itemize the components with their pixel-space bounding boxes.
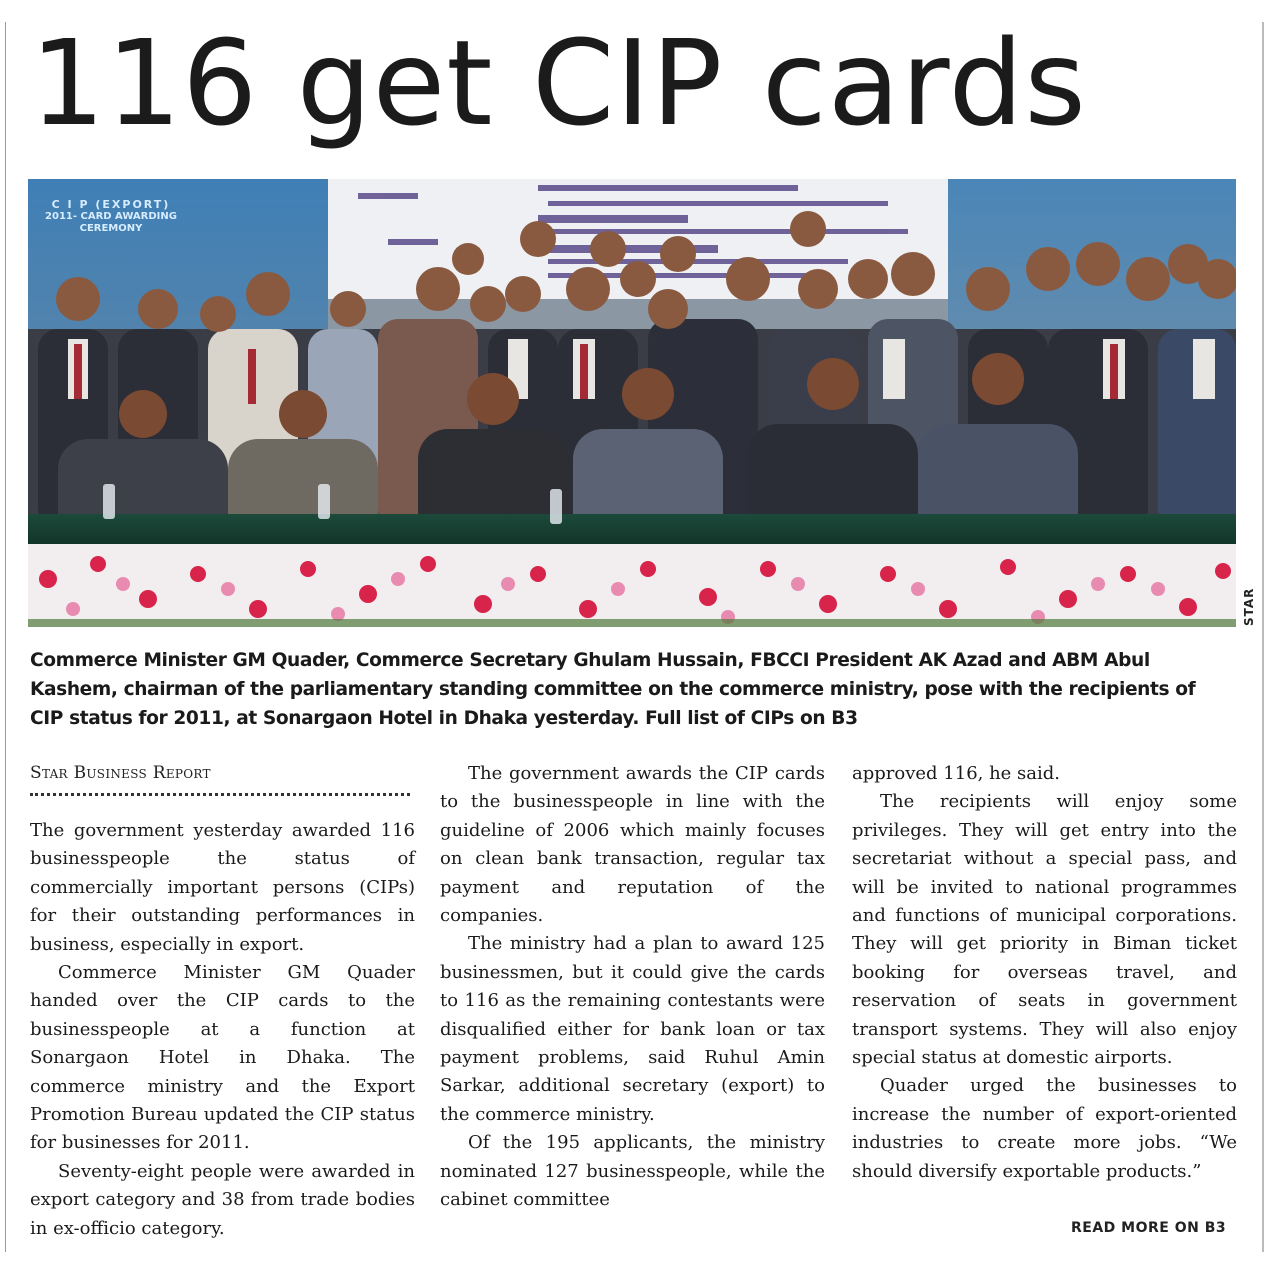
banner-line-2: 2011- CARD AWARDING [45, 211, 177, 222]
banner-line-1: C I P (EXPORT) [51, 198, 171, 211]
paragraph: The government awards the CIP cards to the businesspeople in line with the guideline of 2006 which mainly focuses on clean bank transaction, regular tax payment and reputation of the companies. [440, 763, 825, 927]
right-column-rule [1262, 22, 1264, 1252]
byline-divider [30, 793, 410, 796]
paragraph: Of the 195 applicants, the ministry nominated 127 businesspeople, while the cabinet committee [440, 1132, 825, 1211]
paragraph: Commerce Minister GM Quader handed over the CIP cards to the businesspeople at a function at Sonargaon Hotel in Dhaka. The commerce ministry and the Export Promotion Bureau updated the CIP status for businesses for 2011. [30, 962, 415, 1154]
paragraph: approved 116, he said. [852, 763, 1061, 784]
read-more-link[interactable]: READ MORE ON B3 [1071, 1220, 1227, 1236]
headline: 116 get CIP cards [30, 14, 1087, 152]
group-photo-illustration [28, 179, 1236, 627]
byline: Star Business Report [30, 763, 211, 783]
paragraph: Seventy-eight people were awarded in export category and 38 from trade bodies in ex-officio category. [30, 1160, 415, 1239]
paragraph: Quader urged the businesses to increase the number of export-oriented industries to create more jobs. “We should diversify exportable products.” [852, 1075, 1237, 1182]
paragraph: The ministry had a plan to award 125 businessmen, but it could give the cards to 116 as the remaining contestants were disqualified either for bank loan or tax payment problems, said Ruhul Amin Sarkar, additional secretary (export) to the commerce ministry. [440, 933, 825, 1125]
article-column-1 [30, 817, 415, 1243]
paragraph: The government yesterday awarded 116 businesspeople the status of commercially important persons (CIPs) for their outstanding performances in business, especially in export. [30, 820, 415, 955]
news-photo [28, 179, 1236, 627]
banner-text [36, 199, 186, 235]
photo-caption: Commerce Minister GM Quader, Commerce Secretary Ghulam Hussain, FBCCI President AK Azad and ABM Abul Kashem, chairman of the parliamentary standing committee on the commerce ministry, pose with the recipients of CIP status for 2011, at Sonargaon Hotel in Dhaka yesterday. Full list of CIPs on B3 [30, 650, 1196, 729]
photo-credit: STAR [1242, 587, 1256, 626]
left-column-rule [5, 22, 6, 1252]
banner-line-3: CEREMONY [79, 223, 143, 234]
paragraph: The recipients will enjoy some privileges. They will get entry into the secretariat without a special pass, and will be invited to national programmes and functions of municipal corporations. They will get priority in Biman ticket booking for overseas travel, and reservation of seats in government transport systems. They will also enjoy special status at domestic airports. [852, 791, 1237, 1069]
article-column-2 [440, 760, 825, 1215]
article-column-3 [852, 760, 1237, 1186]
